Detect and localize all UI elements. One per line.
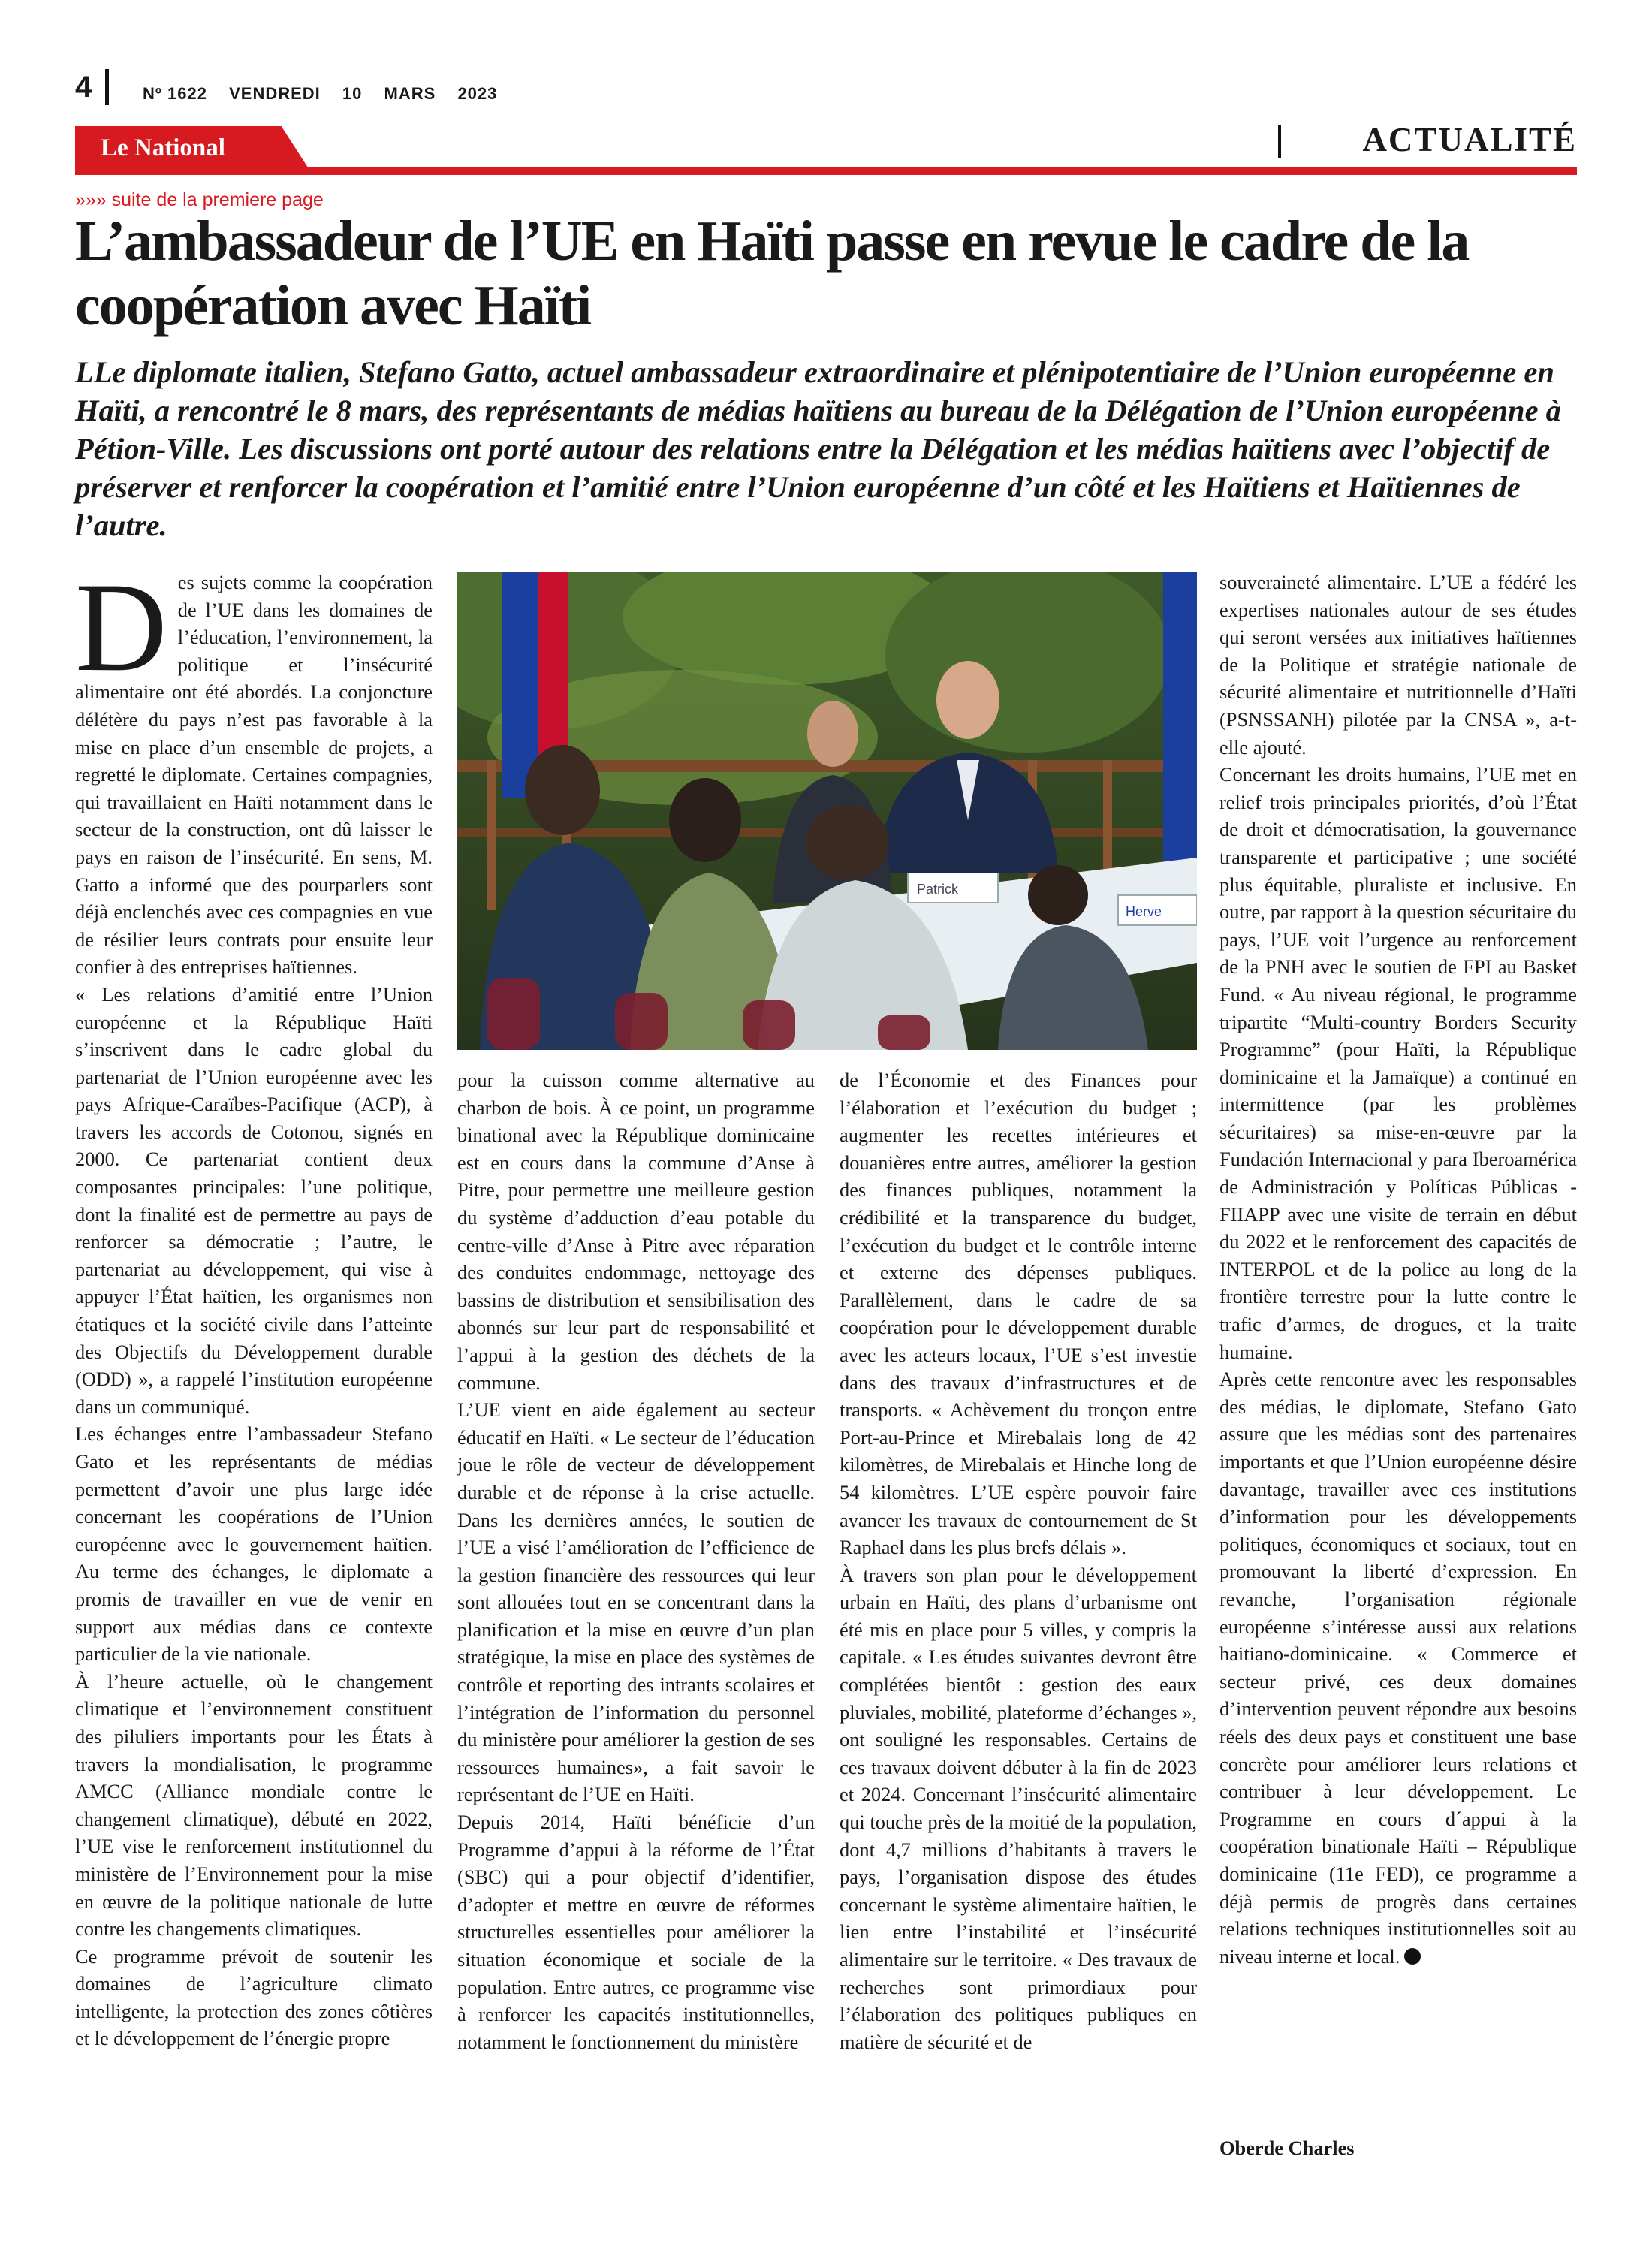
paragraph: Les échanges entre l’ambassadeur Stefano Gato et les représentants de médias permettent d’avoir une plus large idée concernant les coopérations de l’Union européenne avec le gouvernement haïtien. Au terme des échanges, le diplomate a promis de travailler en vue de venir en support aux médias dans ce contexte particulier de la vie nationale.: [75, 1422, 433, 1666]
newspaper-brand: Le National: [101, 134, 225, 161]
meeting-photo: [457, 572, 1197, 1050]
paragraph: [1219, 1365, 1577, 1970]
section-label: ACTUALITÉ: [1362, 121, 1577, 158]
paragraph: de l’Économie et des Finances pour l’élaboration et l’exécution du budget ; augmenter les recettes intérieures et douanières entre autres, améliorer la gestion des finances publiques, notamment la crédibilité et la transparence du budget, l’exécution du budget et le contrôle interne et externe des dépenses publiques. Parallèlement, dans le cadre de sa coopération pour le développement durable avec les acteurs locaux, l’UE s’est investie dans des travaux d’infrastructures et de transports. « Achèvement du tronçon entre Port-au-Prince et Mirebalais long de 42 kilomètres, de Mirebalais et Hinche long de 54 kilomètres. L’UE espère pouvoir faire avancer les travaux de contournement de St Raphael dans les plus brefs délais ».: [840, 1069, 1197, 1559]
page-number-divider: [105, 69, 109, 105]
author-byline: Oberde Charles: [1219, 2137, 1355, 2159]
issue-line: [143, 84, 514, 104]
issue-weekday: VENDREDI: [229, 84, 321, 103]
article-column-4: [1219, 569, 1577, 1970]
paragraph: Concernant les droits humains, l’UE met en relief trois principales priorités, d’où l’État de droit et démocratisation, la gouvernance transparente et participative ; une société plus équitable, pluraliste et inclusive. En outre, par rapport à la question sécuritaire du pays, l’UE voit l’urgence au renforcement de la PNH avec le soutien de FPI au Basket Fund. « Au niveau régional, le programme tripartite “Multi-country Borders Security Programme” (pour Haïti, la République dominicaine et la Jamaïque) a continué en intermittence (par les problèmes sécuritaires) sa mise-en-œuvre par la Fundación Internacional y para Iberoamérica de Administración y Políticas Públicas - FIIAPP avec une visite de terrain en début du 2022 et le renforcement des capacités de INTERPOL et de la police au long de la frontière terrestre pour la lutte contre le trafic d’armes, de drogues, et la traite humaine.: [1219, 763, 1577, 1363]
article-column-3: [840, 1066, 1197, 2055]
issue-month: MARS: [384, 84, 436, 103]
paragraph-text: Après cette rencontre avec les responsables des médias, le diplomate, Stefano Gato assure que les médias sont des partenaires importants et que l’Union européenne désire davantage, travailler avec ces institutions d’information pour les développements politiques, économiques et sociaux, tout en promouvant la liberté d’expression. En revanche, l’organisation régionale européenne s’intéresse aussi aux relations haitiano-dominicaine. « Commerce et secteur privé, ces deux domaines d’intervention peuvent répondre aux besoins réels des deux pays et constituent une base concrète pour améliorer leurs relations et contribuer à leur développement. Le Programme en cours d´appui à la coopération binationale Haïti – République dominicaine (11e FED), ce programme a déjà permis de progrès dans certaines relations techniques institutionnelles soit au niveau interne et local.: [1219, 1368, 1577, 1968]
page-number: 4: [75, 71, 92, 104]
drop-cap: D: [75, 556, 167, 698]
paragraph: Depuis 2014, Haïti bénéficie d’un Programme d’appui à la réforme de l’État (SBC) qui a pour objectif d’identifier, d’adopter et mettre en œuvre de réformes structurelles essentielles pour améliorer la situation économique et sociale de la population. Entre autres, ce programme vise à renforcer les capacités institutionnelles, notamment le fonctionnement du ministère: [457, 1811, 815, 2053]
header-rule: [75, 167, 1577, 175]
issue-year: 2023: [457, 84, 498, 103]
continued-from-front: »»» suite de la premiere page: [75, 189, 324, 210]
nameplate-2-text: Herve: [1126, 904, 1162, 919]
paragraph: es sujets comme la coopération de l’UE dans les domaines de l’éducation, l’environnement, la politique et l’insécurité alimentaire ont été abordés. La conjoncture délétère du pays n’est pas favorable à la mise en place d’un ensemble de projets, a regretté le diplomate. Certaines compagnies, qui travaillaient en Haïti notamment dans le secteur de la construction, ont dû laisser le pays en raison de l’insécurité. En sens, M. Gatto a informé que des pourparlers sont déjà enclenchés avec ces compagnies en vue de résilier leurs contrats pour ensuite leur confier à des entreprises haïtiennes.: [75, 571, 433, 979]
end-of-article-icon: [1404, 1948, 1421, 1965]
paragraph: souveraineté alimentaire. L’UE a fédéré les expertises nationales autour de ses études qui seront versées aux initiatives haïtiennes de la Politique et stratégie nationale de sécurité alimentaire et nutritionnelle d’Haïti (PSNSSANH) pilotée par la CNSA », a-t-elle ajouté.: [1219, 571, 1577, 759]
issue-number: Nº 1622: [143, 84, 207, 103]
section-divider: [1278, 125, 1281, 158]
article-column-2: [457, 1066, 815, 2055]
paragraph: L’UE vient en aide également au secteur éducatif en Haïti. « Le secteur de l’éducation joue le rôle de vecteur de développement durable et de réponse à la crise actuelle. Dans les dernières années, le soutien de l’UE a visé l’amélioration de l’efficience de la gestion financière des ressources qui leur sont allouées tout en se concentrant dans la planification et la mise en œuvre d’un plan stratégique, la mise en place des systèmes de contrôle et reporting des intrants scolaires et l’intégration de l’information du personnel du ministère pour améliorer la gestion de ses ressources humaines», a fait savoir le représentant de l’UE en Haïti.: [457, 1398, 815, 1806]
nameplate-1-text: Patrick: [917, 882, 959, 897]
paragraph: Ce programme prévoit de soutenir les domaines de l’agriculture climato intelligente, la protection des zones côtières et le développement de l’énergie propre: [75, 1944, 433, 2050]
standfirst: LLe diplomate italien, Stefano Gatto, actuel ambassadeur extraordinaire et plénipotentiaire de l’Union européenne en Haïti, a rencontré le 8 mars, des représentants de médias haïtiens au bureau de la Délégation de l’Union européenne à Pétion-Ville. Les discussions ont porté autour des relations entre la Délégation et les médias haïtiens avec l’objectif de préserver et renforcer la coopération et l’amitié entre l’Union européenne d’un côté et les Haïtiens et Haïtiennes de l’autre.: [75, 355, 1561, 542]
paragraph: pour la cuisson comme alternative au charbon de bois. À ce point, un programme binational avec la République dominicaine est en cours dans la commune d’Anse à Pitre, pour permettre une meilleure gestion du système d’adduction d’eau potable du centre-ville d’Anse à Pitre avec réparation des conduites endommage, nettoyage des bassins de distribution et sensibilisation des abonnés sur leur part de responsabilité et l’appui à la gestion des déchets de la commune.: [457, 1069, 815, 1394]
paragraph: À travers son plan pour le développement urbain en Haïti, des plans d’urbanisme ont été mis en place pour 5 villes, y compris la capitale. « Les études suivantes devront être complétées bientôt : gestion des eaux pluviales, mobilité, plateforme d’échanges », ont souligné les responsables. Certains de ces travaux doivent débuter à la fin de 2023 et 2024. Concernant l’insécurité alimentaire qui touche près de la moitié de la population, dont 4,7 millions d’habitants à travers le pays, l’organisation dispose des études concernant le système alimentaire haïtien, le lien entre l’instabilité et l’insécurité alimentaire sur le territoire. « Des travaux de recherches sont primordiaux pour l’élaboration des politiques publiques en matière de sécurité et de: [840, 1563, 1197, 2053]
headline: L’ambassadeur de l’UE en Haïti passe en revue le cadre de la coopération avec Haïti: [75, 210, 1469, 337]
article-column-1: [75, 556, 433, 2052]
paragraph: À l’heure actuelle, où le changement climatique et l’environnement constituent des piluliers importants pour les États à travers la mondialisation, le programme AMCC (Alliance mondiale contre le changement climatique), débuté en 2022, l’UE vise le renforcement institutionnel du ministère de l’Environnement pour la mise en œuvre de la politique nationale de lutte contre les changements climatiques.: [75, 1669, 433, 1941]
issue-day: 10: [342, 84, 363, 103]
paragraph: « Les relations d’amitié entre l’Union européenne et la République Haïti s’inscrivent dans le cadre global du partenariat de l’Union européenne avec les pays Afrique-Caraïbes-Pacifique (ACP), à travers les accords de Cotonou, signés en 2000. Ce partenariat contient deux composantes principales: l’une politique, dont la finalité est de permettre au pays de renforcer sa démocratie ; l’autre, le partenariat au développement, qui vise à appuyer l’État haïtien, les organismes non étatiques et la société civile dans l’atteinte des Objectifs du Développement durable (ODD) », a rappelé l’institution européenne dans un communiqué.: [75, 982, 433, 1418]
meeting-photo-illustration: [457, 572, 1197, 1050]
